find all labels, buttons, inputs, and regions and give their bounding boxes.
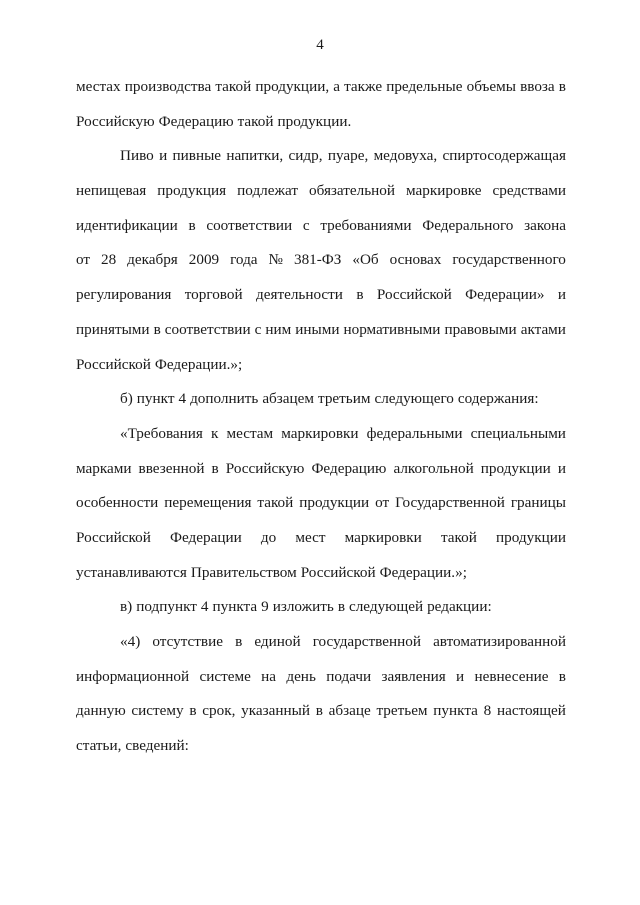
- text-line: [76, 348, 566, 383]
- word: продукции.: [277, 112, 352, 130]
- word: подпункт: [136, 598, 197, 616]
- text-line: [76, 660, 566, 695]
- word: такой: [215, 78, 252, 95]
- word: медовуха,: [373, 147, 438, 165]
- word: следующей: [348, 598, 424, 616]
- word: принятыми: [76, 320, 150, 338]
- word: на: [261, 667, 277, 685]
- text-line: [76, 382, 566, 417]
- word: правовыми: [444, 320, 517, 338]
- word: и: [159, 147, 168, 165]
- word: настоящей: [496, 702, 566, 720]
- word: от: [76, 251, 91, 269]
- word: мест: [295, 528, 326, 546]
- word: в: [356, 286, 364, 304]
- word: Федерального: [422, 216, 514, 234]
- word: продукции: [299, 494, 370, 512]
- word: пуаре,: [327, 147, 369, 165]
- word: автоматизированной: [433, 633, 566, 650]
- word: государственной: [312, 633, 421, 650]
- word: 2009: [188, 251, 220, 269]
- word: сидр,: [288, 147, 323, 165]
- text-line: [76, 70, 566, 105]
- text-line: [76, 694, 566, 729]
- word: изложить: [272, 598, 334, 616]
- word: объемы: [466, 78, 516, 95]
- word: ввезенной: [138, 459, 205, 477]
- text-line: [76, 139, 566, 174]
- word: актами: [520, 320, 566, 338]
- word: «4): [120, 633, 141, 650]
- word: перемещения: [164, 494, 252, 512]
- text-line: [76, 590, 566, 625]
- word: специальными: [470, 424, 566, 442]
- word: торговой: [184, 286, 243, 304]
- word: «Требования: [120, 424, 203, 442]
- word: день: [286, 667, 316, 685]
- word: следующего: [374, 390, 454, 408]
- word: и: [456, 667, 465, 685]
- word: Российской: [300, 563, 376, 581]
- word: производства: [124, 78, 212, 95]
- word: редакции:: [427, 598, 492, 616]
- text-line: [76, 625, 566, 660]
- word: подлежат: [237, 182, 298, 200]
- text-line: [76, 521, 566, 556]
- word: устанавливаются: [76, 563, 187, 581]
- word: деятельности: [255, 286, 343, 304]
- word: Государственной: [395, 494, 505, 512]
- word: 8: [483, 702, 492, 720]
- word: в: [235, 633, 243, 650]
- word: продукция: [157, 182, 227, 200]
- word: в: [558, 667, 566, 685]
- word: Федерации: [170, 528, 242, 546]
- word: соответствии: [206, 216, 293, 234]
- word: системе: [199, 667, 251, 685]
- word: Федерацию: [158, 112, 234, 130]
- word: и: [557, 286, 566, 304]
- word: абзаце: [328, 702, 371, 720]
- word: от: [375, 494, 390, 512]
- word: срок,: [202, 702, 236, 720]
- word: продукции: [480, 459, 551, 477]
- word: 4: [200, 598, 209, 616]
- word: маркировке: [406, 182, 482, 200]
- word: идентификации: [76, 216, 178, 234]
- word: средствами: [492, 182, 566, 200]
- text-line: [76, 556, 566, 591]
- word: обязательной: [309, 182, 396, 200]
- word: пункта: [433, 702, 478, 720]
- text-line: [76, 486, 566, 521]
- word: 28: [100, 251, 117, 269]
- word: иными: [295, 320, 340, 338]
- text-line: [76, 417, 566, 452]
- word: местах: [76, 78, 121, 95]
- word: в: [188, 216, 196, 234]
- word: б): [120, 390, 133, 408]
- text-line: [76, 278, 566, 313]
- word: Российской: [376, 286, 452, 304]
- word: напитки,: [226, 147, 284, 165]
- word: особенности: [76, 494, 159, 512]
- word: а: [333, 78, 340, 95]
- word: маркировки: [281, 424, 359, 442]
- word: федеральными: [366, 424, 463, 442]
- word: в: [153, 320, 161, 338]
- word: отсутствие: [152, 633, 223, 650]
- word: сведений:: [125, 737, 189, 755]
- word: марками: [76, 459, 132, 477]
- word: содержания:: [457, 390, 539, 408]
- word: статьи,: [76, 737, 122, 755]
- word: продукции: [496, 528, 566, 546]
- word: Пиво: [120, 147, 154, 165]
- word: Федерации.»;: [379, 563, 467, 581]
- text-line: [76, 209, 566, 244]
- word: Российскую: [76, 112, 155, 130]
- word: пункт: [136, 390, 175, 408]
- word: местам: [226, 424, 274, 442]
- word: 381-ФЗ: [293, 251, 342, 269]
- word: третьим: [318, 390, 371, 408]
- word: №: [268, 251, 284, 269]
- word: информационной: [76, 667, 190, 685]
- text-line: [76, 452, 566, 487]
- word: декабря: [127, 251, 178, 269]
- word: Федерации.»;: [154, 355, 243, 373]
- word: в: [558, 78, 566, 95]
- text-line: [76, 105, 566, 140]
- word: такой: [237, 112, 274, 130]
- word: в: [337, 598, 345, 616]
- word: абзацем: [262, 390, 315, 408]
- word: дополнить: [190, 390, 259, 408]
- word: к: [211, 424, 219, 442]
- word: систему: [131, 702, 184, 720]
- word: нормативными: [343, 320, 441, 338]
- word: Федерацию: [311, 459, 387, 477]
- text-line: [76, 729, 566, 764]
- word: такой: [440, 528, 477, 546]
- text-line: [76, 243, 566, 278]
- body-text: [76, 70, 566, 764]
- word: заявления: [381, 667, 446, 685]
- word: государственного: [452, 251, 566, 269]
- word: пивные: [172, 147, 222, 165]
- word: Российской: [76, 355, 151, 373]
- word: Российскую: [225, 459, 305, 477]
- word: также: [344, 78, 383, 95]
- word: с: [302, 216, 310, 234]
- word: в: [315, 702, 323, 720]
- word: Правительством: [190, 563, 297, 581]
- word: такой: [257, 494, 294, 512]
- word: Федерации»: [465, 286, 545, 304]
- word: данную: [76, 702, 126, 720]
- text-line: [76, 313, 566, 348]
- word: спиртосодержащая: [442, 147, 566, 165]
- word: границы: [510, 494, 566, 512]
- word: 9: [261, 598, 269, 616]
- word: года: [230, 251, 258, 269]
- word: в): [120, 598, 133, 616]
- word: единой: [254, 633, 301, 650]
- word: с: [254, 320, 262, 338]
- word: требованиями: [320, 216, 412, 234]
- word: ввоза: [520, 78, 555, 95]
- word: продукции,: [255, 78, 330, 95]
- word: подачи: [326, 667, 372, 685]
- word: в: [189, 702, 197, 720]
- word: непищевая: [76, 182, 147, 200]
- word: алкогольной: [393, 459, 474, 477]
- word: указанный: [241, 702, 310, 720]
- word: 4: [178, 390, 187, 408]
- text-line: [76, 174, 566, 209]
- word: третьем: [376, 702, 428, 720]
- word: предельные: [386, 78, 463, 95]
- word: Российской: [76, 528, 151, 546]
- word: «Об: [352, 251, 379, 269]
- word: основах: [389, 251, 442, 269]
- word: соответствии: [164, 320, 251, 338]
- word: и: [557, 459, 566, 477]
- page-number: 4: [316, 37, 324, 53]
- word: пункта: [212, 598, 258, 616]
- word: до: [260, 528, 277, 546]
- word: маркировки: [344, 528, 422, 546]
- word: регулирования: [76, 286, 172, 304]
- word: закона: [524, 216, 566, 234]
- word: в: [211, 459, 219, 477]
- word: невнесение: [474, 667, 549, 685]
- word: ним: [265, 320, 292, 338]
